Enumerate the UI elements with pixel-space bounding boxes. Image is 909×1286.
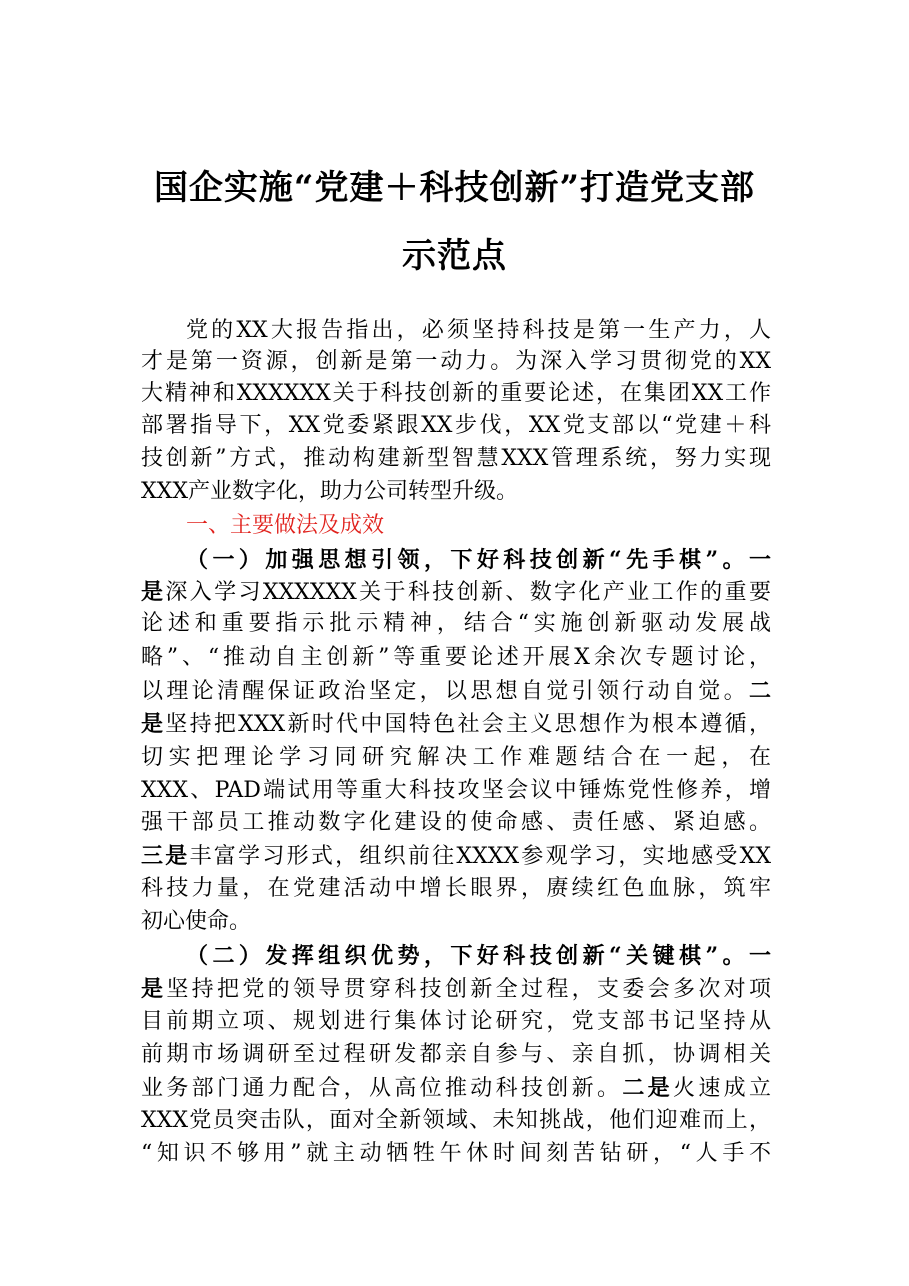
subsection-1-heading: （一）加强思想引领，下好科技创新“先手棋”。一	[186, 547, 771, 573]
paragraph-1-line: 才是第一资源，创新是第一动力。为深入学习贯彻党的XX	[141, 349, 771, 374]
subsection-1-line	[141, 709, 771, 739]
text-run: 丰富学习形式，组织前往XXXX参观学习，实地感受XX	[189, 844, 771, 869]
subsection-2-line	[141, 974, 771, 1004]
subsection-1-line: 强干部员工推动数字化建设的使命感、责任感、紧迫感。	[141, 810, 771, 835]
paragraph-1-line: 部署指导下，XX党委紧跟XX步伐，XX党支部以“党建＋科	[141, 413, 771, 438]
text-run: 坚持把XXX新时代中国特色社会主义思想作为根本遵循，	[165, 712, 771, 737]
paragraph-1-line: 技创新”方式，推动构建新型智慧XXX管理系统，努力实现	[141, 446, 771, 471]
bold-marker: 是	[141, 976, 167, 1002]
subsection-1-line: 略”、“推动自主创新”等重要论述开展X余次专题讨论，	[141, 645, 771, 670]
subsection-1-line: 科技力量，在党建活动中增长眼界，赓续红色血脉，筑牢	[141, 876, 771, 901]
section-heading: 一、主要做法及成效	[186, 513, 385, 538]
subsection-1-line: XXX、PAD端试用等重大科技攻坚会议中锤炼党性修养，增	[141, 778, 771, 803]
subsection-1-line	[141, 577, 771, 607]
paragraph-1-line: XXX产业数字化，助力公司转型升级。	[141, 479, 518, 504]
subsection-2-line: 目前期立项、规划进行集体讨论研究，党支部书记坚持从	[141, 1009, 771, 1034]
text-run: 深入学习XXXXXX关于科技创新、数字化产业工作的重要	[165, 580, 771, 605]
subsection-2-heading: （二）发挥组织优势，下好科技创新“关键棋”。一	[186, 943, 771, 969]
text-run: 业务部门通力配合，从高位推动科技创新。	[141, 1076, 623, 1101]
subsection-1-line: 论述和重要指示批示精神，结合“实施创新驱动发展战	[141, 611, 771, 636]
subsection-2-line: “知识不够用”就主动牺牲午休时间刻苦钻研，“人手不	[141, 1141, 771, 1166]
paragraph-1-line: 大精神和XXXXXX关于科技创新的重要论述，在集团XX工作	[141, 381, 771, 406]
subsection-1-line: 初心使命。	[141, 909, 252, 934]
bold-marker: 三是	[141, 843, 190, 869]
subsection-2-line: 前期市场调研至过程研发都亲自参与、亲自抓，协调相关	[141, 1042, 771, 1067]
bold-marker: 二	[748, 678, 771, 704]
document-title-line-1: 国企实施“党建＋科技创新”打造党支部	[153, 168, 756, 208]
bold-marker: 是	[141, 711, 166, 737]
text-run: 坚持把党的领导贯穿科技创新全过程，支委会多次对项	[166, 977, 771, 1002]
bold-marker: 是	[141, 579, 166, 605]
text-run: 火速成立	[672, 1076, 771, 1101]
subsection-1-line: 切实把理论学习同研究解决工作难题结合在一起，在	[141, 745, 771, 770]
subsection-1-line	[141, 841, 771, 871]
subsection-2-line: XXX党员突击队，面对全新领域、未知挑战，他们迎难而上，	[141, 1108, 771, 1133]
subsection-2-line	[141, 1073, 771, 1103]
bold-marker: 二是	[622, 1075, 673, 1101]
subsection-1-line	[141, 676, 771, 706]
paragraph-1-line: 党的XX大报告指出，必须坚持科技是第一生产力，人	[186, 318, 771, 343]
text-run: 以理论清醒保证政治坚定，以思想自觉引领行动自觉。	[141, 679, 749, 704]
document-title-line-2: 示范点	[402, 236, 507, 276]
